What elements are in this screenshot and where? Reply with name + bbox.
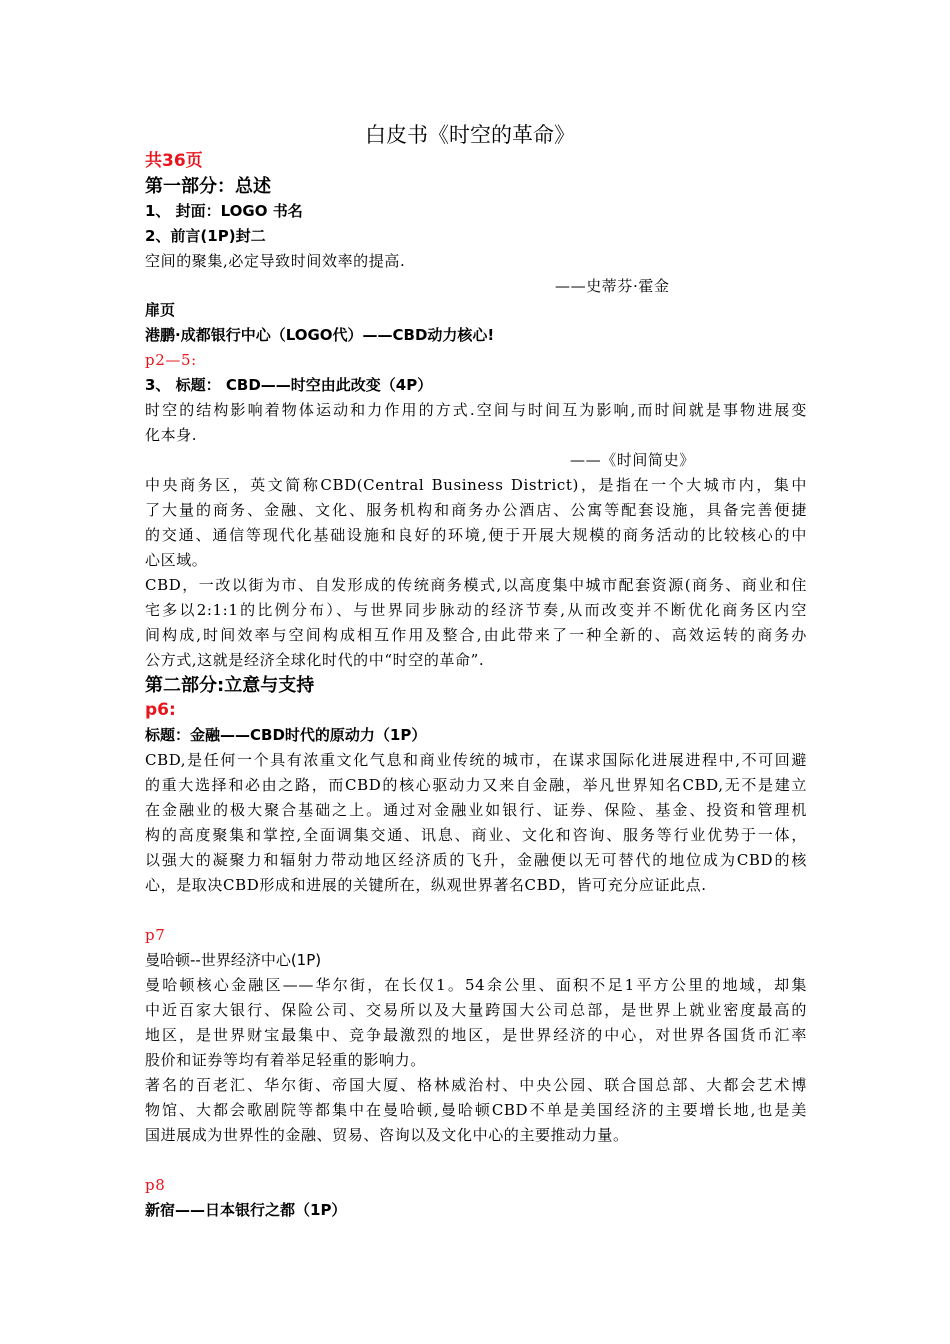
document-title: 白皮书《时空的革命》 [365, 123, 575, 147]
page-ref-p6: p6: [145, 700, 176, 720]
paragraph-manhattan-line: 股价和证券等均有着举足轻重的影响力。 [145, 1051, 426, 1069]
page-count: 共36页 [145, 151, 203, 171]
quote-hawking-attribution: ——史蒂芬·霍金 [555, 277, 670, 295]
quote-brief-history-line: 化本身. [145, 426, 198, 444]
paragraph-cbd-definition-line: 的交通、通信等现代化基础设施和良好的环境,便于开展大规模的商务活动的比较核心的中 [145, 526, 807, 544]
item-title-cbd: 3、 标题： CBD——时空由此改变（4P） [145, 376, 433, 394]
p7-title: 曼哈顿--世界经济中心(1P) [145, 951, 322, 969]
paragraph-cbd-definition-line: 了大量的商务、金融、文化、服务机构和商务办公酒店、公寓等配套设施，具备完善便捷 [145, 501, 807, 519]
paragraph-cbd-model-line: 公方式,这就是经济全球化时代的中“时空的革命”. [145, 651, 485, 669]
item-preface: 2、前言(1P)封二 [145, 227, 266, 245]
paragraph-manhattan-line: 曼哈顿核心金融区——华尔街，在长仅1。54余公里、面积不足1平方公里的地域，却集 [145, 976, 807, 994]
paragraph-cbd-definition-line: 中央商务区，英文简称CBD(Central Business District)，是指在一个大城市内，集中 [145, 476, 807, 494]
paragraph-manhattan-line: 中近百家大银行、保险公司、交易所以及大量跨国大公司总部，是世界上就业密度最高的 [145, 1001, 807, 1019]
paragraph-finance-line: 在金融业的极大聚合基础之上。通过对金融业如银行、证券、保险、基金、投资和管理机 [145, 801, 807, 819]
quote-brief-history-line: 时空的结构影响着物体运动和力作用的方式.空间与时间互为影响,而时间就是事物进展变 [145, 401, 807, 419]
page-ref-p7: p7 [145, 926, 166, 944]
flyleaf-heading: 扉页 [145, 301, 176, 319]
item-cover: 1、 封面：LOGO 书名 [145, 202, 303, 220]
paragraph-finance-line: 以强大的凝聚力和辐射力带动地区经济质的飞升，金融便以无可替代的地位成为CBD的核 [145, 851, 807, 869]
paragraph-finance-line: 构的高度聚集和掌控,全面调集交通、讯息、商业、文化和咨询、服务等行业优势于一体， [145, 826, 807, 844]
page-ref-p2-5: p2—5: [145, 351, 197, 369]
part2-heading: 第二部分:立意与支持 [145, 675, 315, 696]
p6-title: 标题：金融——CBD时代的原动力（1P） [145, 726, 427, 744]
quote-hawking: 空间的聚集,必定导致时间效率的提高. [145, 252, 406, 270]
paragraph-cbd-model-line: 间构成,时间效率与空间构成相互作用及整合,由此带来了一种全新的、高效运转的商务办 [145, 626, 807, 644]
quote-brief-history-attribution: ——《时间简史》 [570, 451, 695, 469]
flyleaf-text: 港鹏·成都银行中心（LOGO代）——CBD动力核心! [145, 326, 495, 344]
paragraph-manhattan-landmarks-line: 著名的百老汇、华尔街、帝国大厦、格林威治村、中央公园、联合国总部、大都会艺术博 [145, 1076, 807, 1094]
paragraph-finance-line: 的重大选择和必由之路，而CBD的核心驱动力又来自金融，举凡世界知名CBD,无不是建立 [145, 776, 807, 794]
paragraph-cbd-model-line: 宅多以2:1:1的比例分布）、与世界同步脉动的经济节奏,从而改变并不断优化商务区内空 [145, 601, 807, 619]
paragraph-cbd-definition-line: 心区域。 [145, 551, 208, 569]
paragraph-manhattan-line: 地区，是世界财宝最集中、竞争最激烈的地区，是世界经济的中心，对世界各国货币汇率 [145, 1026, 807, 1044]
paragraph-finance-line: CBD,是任何一个具有浓重文化气息和商业传统的城市，在谋求国际化进展进程中,不可回避 [145, 751, 807, 769]
page-ref-p8: p8 [145, 1176, 166, 1194]
p8-title: 新宿——日本银行之都（1P） [145, 1201, 347, 1219]
paragraph-manhattan-landmarks-line: 物馆、大都会歌剧院等都集中在曼哈顿,曼哈顿CBD不单是美国经济的主要增长地,也是美 [145, 1101, 807, 1119]
paragraph-finance-line: 心，是取决CBD形成和进展的关键所在，纵观世界著名CBD，皆可充分应证此点. [145, 876, 707, 894]
paragraph-cbd-model-line: CBD，一改以街为市、自发形成的传统商务模式,以高度集中城市配套资源(商务、商业和住 [145, 576, 807, 594]
part1-heading: 第一部分：总述 [145, 176, 271, 197]
paragraph-manhattan-landmarks-line: 国进展成为世界性的金融、贸易、咨询以及文化中心的主要推动力量。 [145, 1126, 629, 1144]
